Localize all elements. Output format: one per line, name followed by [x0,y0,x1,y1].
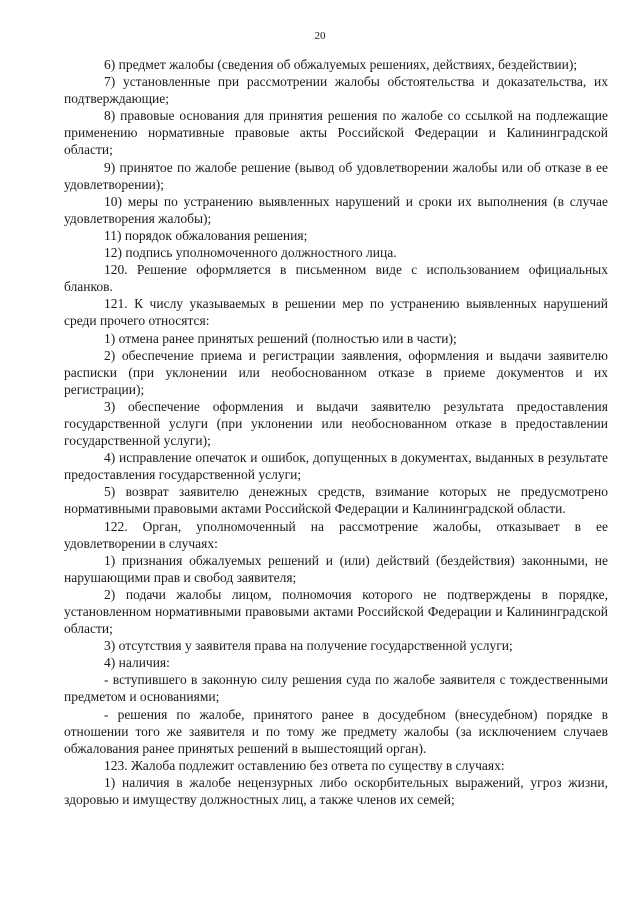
page-number: 20 [314,30,326,42]
paragraph-122-item-4: 4) наличия: [104,655,170,671]
paragraph-122-item-3: 3) отсутствия у заявителя права на получение государственной услуги; [104,638,513,654]
paragraph-121-item-2: 2) обеспечение приема и регистрации заявления, оформления и выдачи заявителю расписки (при уклонении или необоснованном отказе в приеме документов и их регистрации); [64,347,608,397]
paragraph-item-6: 6) предмет жалобы (сведения об обжалуемых решениях, действиях, бездействии); [104,57,578,72]
paragraph-item-7: 7) установленные при рассмотрении жалобы обстоятельства и доказательства, их подтверждающие; [64,74,608,107]
paragraph-clause-120: 120. Решение оформляется в письменном виде с использованием официальных бланков. [64,262,608,295]
paragraph-clause-121: 121. К числу указываемых в решении мер по устранению выявленных нарушений среди прочего относятся: [64,296,608,329]
paragraph-122-item-2: 2) подачи жалобы лицом, полномочия которого не подтверждены в порядке, установленном нормативными правовыми актами Российской Федерации и Калининградской области; [64,586,608,637]
paragraph-122-item-1: 1) признания обжалуемых решений и (или) действий (бездействия) законными, не нарушающими прав и свобод заявителя; [64,552,608,585]
paragraph-item-9: 9) принятое по жалобе решение (вывод об удовлетворении жалобы или об отказе в ее удовлетворении); [64,159,608,192]
paragraph-item-11: 11) порядок обжалования решения; [104,227,308,243]
document-body [64,56,608,808]
paragraph-121-item-3: 3) обеспечение оформления и выдачи заявителю результата предоставления государственной услуги (при уклонении или необоснованном отказе в предоставлении государственной услуги); [64,398,608,449]
paragraph-121-item-1: 1) отмена ранее принятых решений (полностью или в части); [104,330,457,346]
paragraph-121-item-4: 4) исправление опечаток и ошибок, допущенных в документах, выданных в результате предоставления государственной услуги; [64,450,608,483]
paragraph-item-10: 10) меры по устранению выявленных нарушений и сроки их выполнения (в случае удовлетворения жалобы); [64,193,608,226]
paragraph-dash-item-1: - вступившего в законную силу решения суда по жалобе заявителя с тождественными предметом и основаниями; [64,672,608,705]
paragraph-121-item-5: 5) возврат заявителю денежных средств, взимание которых не предусмотрено нормативными правовыми актами Российской Федерации и Калининградской области. [64,484,608,517]
paragraph-item-12: 12) подпись уполномоченного должностного лица. [104,245,397,261]
paragraph-clause-122: 122. Орган, уполномоченный на рассмотрение жалобы, отказывает в ее удовлетворении в случаях: [64,518,608,551]
paragraph-clause-123: 123. Жалоба подлежит оставлению без ответа по существу в случаях: [104,757,505,773]
paragraph-123-item-1: 1) наличия в жалобе нецензурных либо оскорбительных выражений, угроз жизни, здоровью и имуществу должностных лиц, а также членов их семей; [64,774,608,808]
paragraph-dash-item-2: - решения по жалобе, принятого ранее в досудебном (внесудебном) порядке в отношении того же заявителя и по тому же предмету жалобы (за исключением случаев обжалования ранее принятых решений в вышестоящий орган). [64,706,608,756]
paragraph-item-8: 8) правовые основания для принятия решения по жалобе со ссылкой на подлежащие применению нормативные правовые акты Российской Федерации и Калининградской области; [64,108,608,158]
